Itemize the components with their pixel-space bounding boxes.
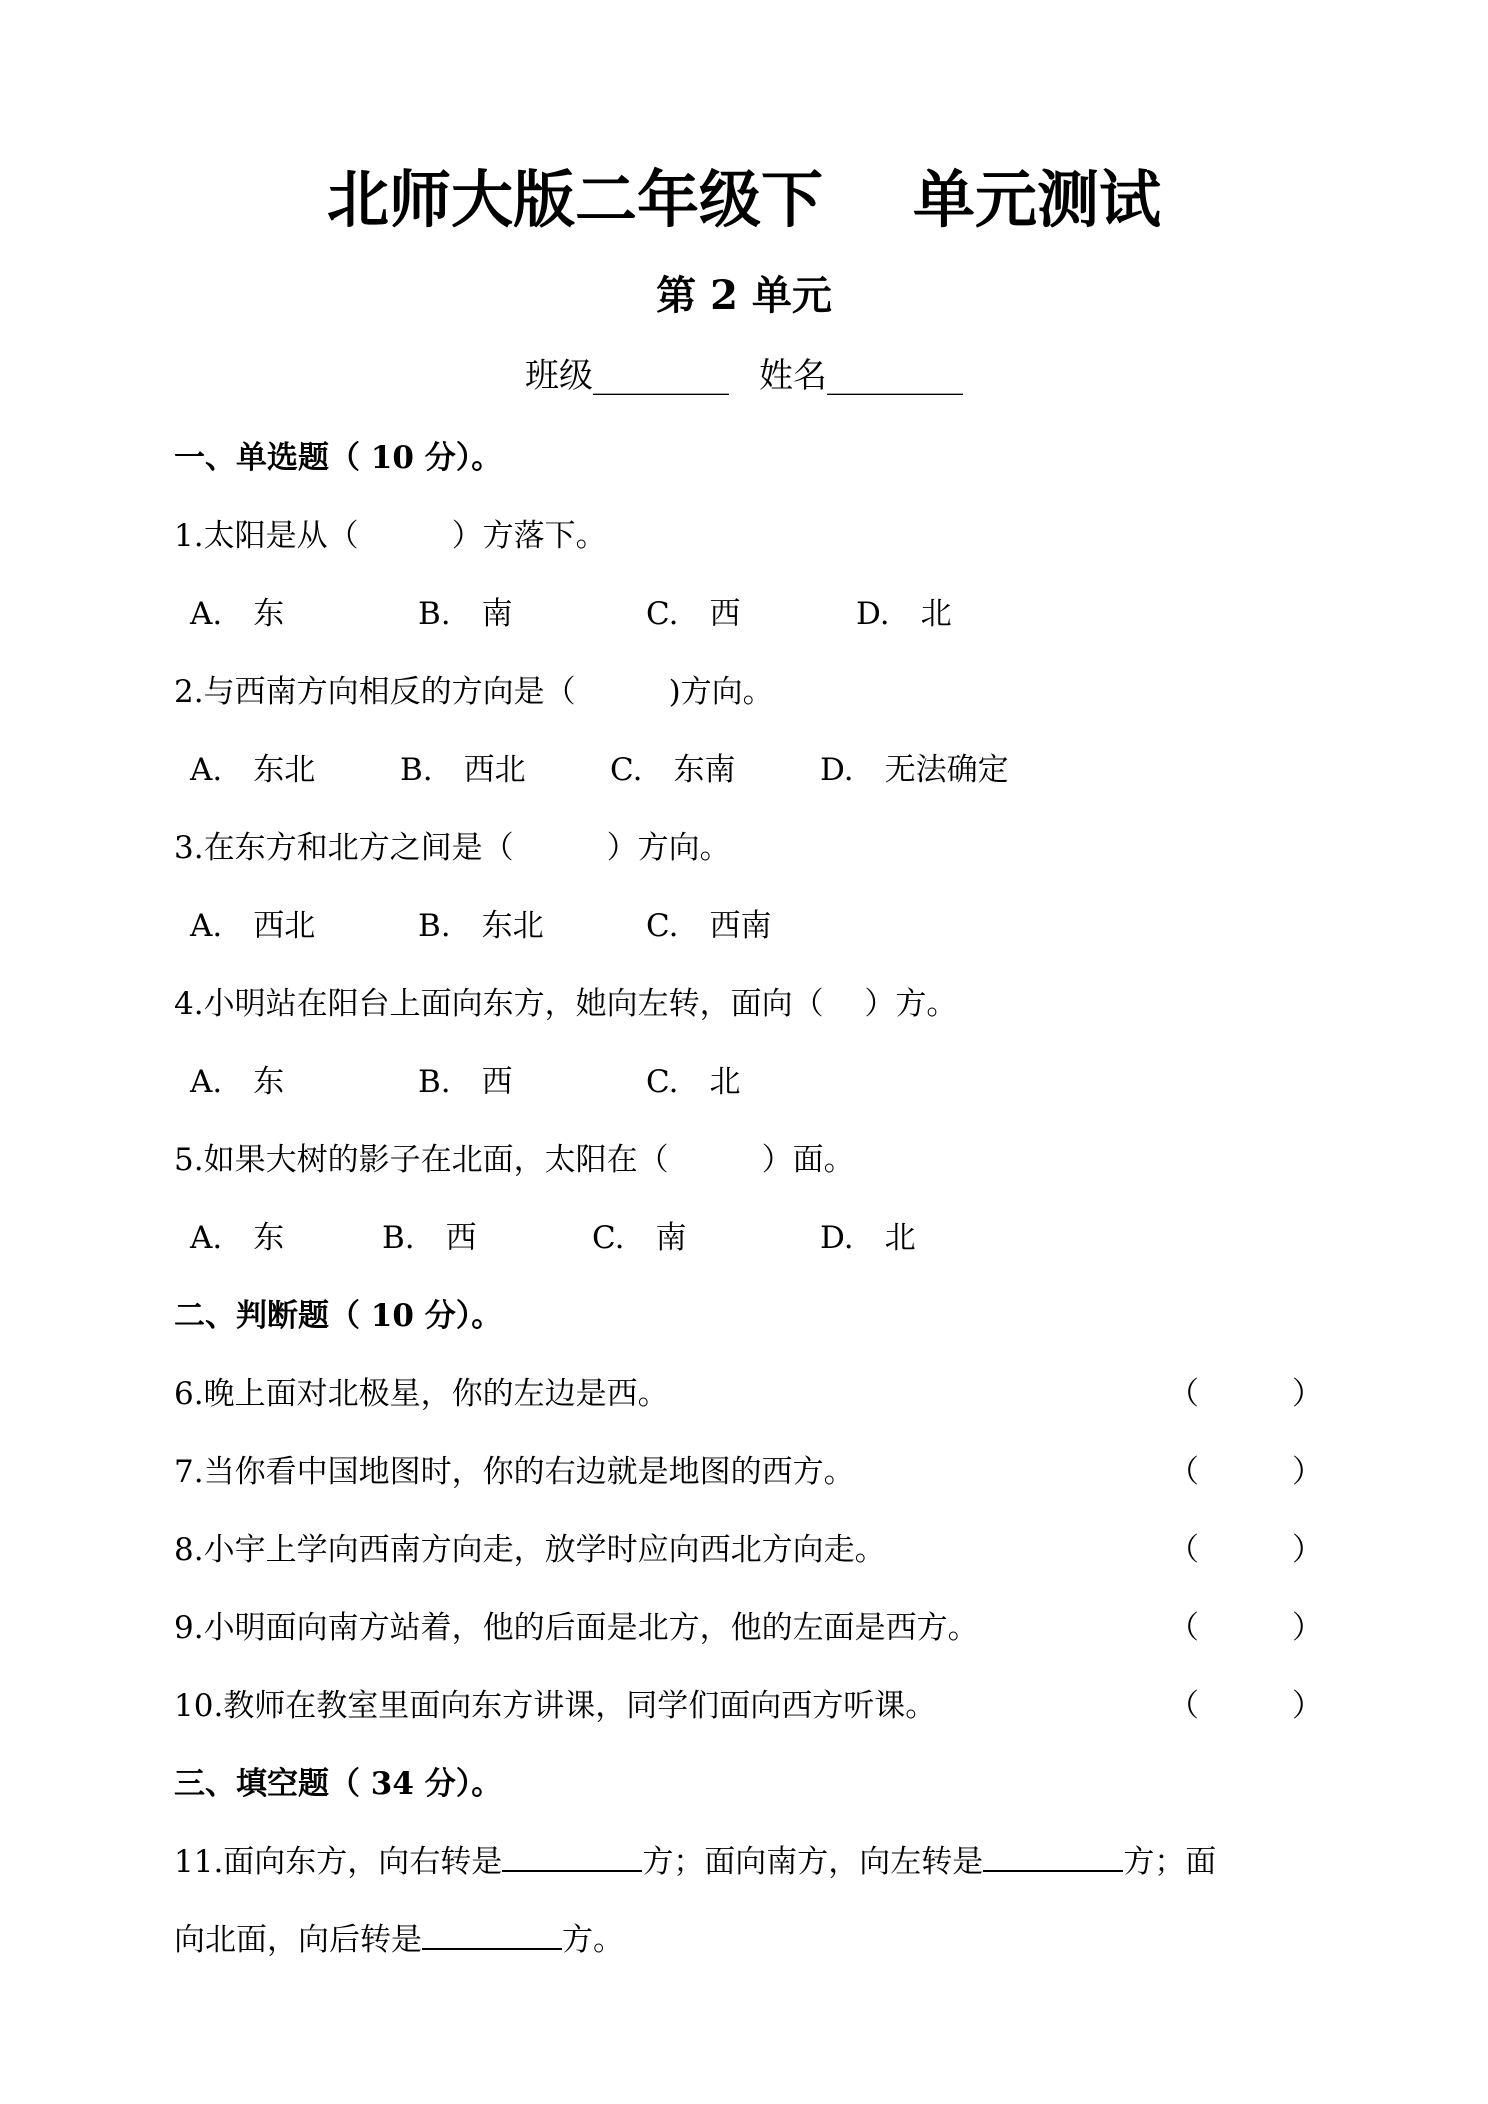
section-heading-true-false: 二、判断题（ 10 分）。 [174, 1298, 503, 1334]
q2-option-c: C. 东南 [610, 752, 736, 788]
q3-option-b: B. 东北 [418, 908, 544, 944]
judge-item-8: 8.小宇上学向西南方向走，放学时应向西北方向走。 [174, 1532, 886, 1568]
q11-blank-1 [502, 1840, 642, 1872]
q5-option-c: C. 南 [592, 1220, 687, 1256]
q2-option-b: B. 西北 [400, 752, 526, 788]
q2-option-a: A. 东北 [190, 752, 316, 788]
class-field: 班级________ [525, 356, 729, 396]
q11-blank-3 [422, 1918, 562, 1950]
q4-option-a: A. 东 [190, 1064, 285, 1100]
q5-option-d: D. 北 [820, 1220, 916, 1256]
fill-question-11-line1 [174, 1840, 1216, 1884]
question-1: 1.太阳是从（ ）方落下。 [174, 518, 607, 554]
title-right: 单元测试 [913, 163, 1162, 236]
question-3: 3.在东方和北方之间是（ ）方向。 [174, 830, 731, 866]
judge-item-7: 7.当你看中国地图时，你的右边就是地图的西方。 [174, 1454, 855, 1490]
judge-answer-10: （ ） [1168, 1688, 1323, 1724]
q1-option-d: D. 北 [856, 596, 952, 632]
judge-answer-7: （ ） [1168, 1454, 1323, 1490]
q1-option-a: A. 东 [190, 596, 285, 632]
q1-option-c: C. 西 [646, 596, 741, 632]
section-heading-fill-blank: 三、填空题（ 34 分）。 [174, 1766, 503, 1802]
q3-option-a: A. 西北 [190, 908, 316, 944]
question-2: 2.与西南方向相反的方向是（ )方向。 [174, 674, 774, 710]
judge-item-6: 6.晚上面对北极星，你的左边是西。 [174, 1376, 669, 1412]
fill-question-11-line2 [174, 1918, 624, 1962]
unit-label: 第 2 单元 [656, 272, 832, 319]
q11-text-5: 方。 [562, 1922, 624, 1958]
judge-item-10: 10.教师在教室里面向东方讲课，同学们面向西方听课。 [174, 1688, 937, 1724]
title-left: 北师大版二年级下 [326, 163, 823, 236]
q11-text-2: 方；面向南方，向左转是 [642, 1844, 984, 1880]
name-field: 姓名________ [759, 356, 963, 396]
question-4: 4.小明站在阳台上面向东方，她向左转，面向（ ）方。 [174, 986, 958, 1022]
q5-option-a: A. 东 [190, 1220, 285, 1256]
q4-option-b: B. 西 [418, 1064, 513, 1100]
page-title [0, 160, 1488, 240]
judge-item-9: 9.小明面向南方站着，他的后面是北方，他的左面是西方。 [174, 1610, 979, 1646]
q1-option-b: B. 南 [418, 596, 513, 632]
question-5: 5.如果大树的影子在北面，太阳在（ ）面。 [174, 1142, 855, 1178]
q11-text-1: 11.面向东方，向右转是 [174, 1844, 503, 1880]
q5-option-b: B. 西 [382, 1220, 477, 1256]
q11-text-3: 方；面 [1123, 1844, 1217, 1880]
judge-answer-8: （ ） [1168, 1532, 1323, 1568]
judge-answer-6: （ ） [1168, 1376, 1323, 1412]
q11-text-4: 向北面，向后转是 [174, 1922, 422, 1958]
q3-option-c: C. 西南 [646, 908, 772, 944]
class-name-line [0, 352, 1488, 400]
q11-blank-2 [983, 1840, 1123, 1872]
q2-option-d: D. 无法确定 [820, 752, 1009, 788]
judge-answer-9: （ ） [1168, 1610, 1323, 1646]
q4-option-c: C. 北 [646, 1064, 741, 1100]
section-heading-single-choice: 一、单选题（ 10 分）。 [174, 440, 503, 476]
